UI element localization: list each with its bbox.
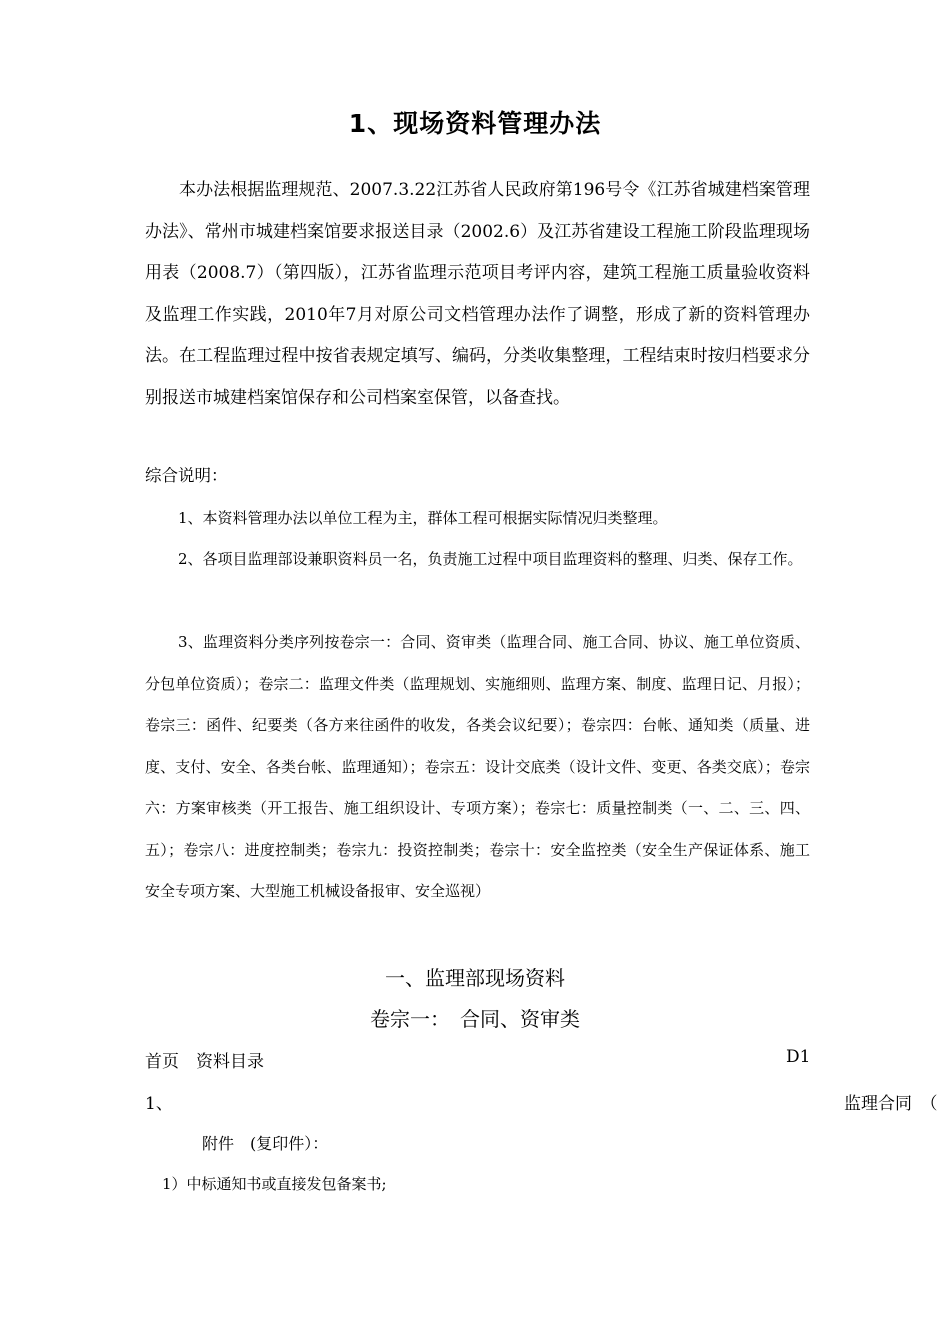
index-row-left: 首页 资料目录: [145, 1052, 264, 1072]
section-heading: 一、监理部现场资料: [385, 966, 565, 990]
page-title: 1、现场资料管理办法: [348, 109, 602, 138]
general-heading: 综合说明：: [145, 466, 228, 485]
note-3: 3、监理资料分类序列按卷宗一：合同、资审类（监理合同、施工合同、协议、施工单位资质、分包单位资质）；卷宗二：监理文件类（监理规划、实施细则、监理方案、制度、监理日记、月报）；卷宗三：函件、纪要类（各方来往函件的收发，各类会议纪要）；卷宗四：台帐、通知类（质量、进度、支付、安全、各类台帐、监理通知）；卷宗五：设计交底类（设计文件、变更、各类交底）；卷宗六：方案审核类（开工报告、施工组织设计、专项方案）；卷宗七：质量控制类（一、二、三、四、五）；卷宗八：进度控制类；卷宗九：投资控制类；卷宗十：安全监控类（安全生产保证体系、施工安全专项方案、大型施工机械设备报审、安全巡视）: [145, 633, 810, 900]
intro-paragraph: [145, 170, 810, 419]
item-1-text: 监理合同 （: [844, 1094, 938, 1114]
item-1-number: 1、: [145, 1094, 173, 1114]
note-2: 2、各项目监理部设兼职资料员一名，负责施工过程中项目监理资料的整理、归类、保存工作。: [178, 550, 803, 568]
intro-text: 本办法根据监理规范、2007.3.22江苏省人民政府第196号令《江苏省城建档案管理办法》、常州市城建档案馆要求报送目录（2002.6）及江苏省建设工程施工阶段监理现场用表（2008.7）（第四版），江苏省监理示范项目考评内容，建筑工程施工质量验收资料及监理工作实践，2010年7月对原公司文档管理办法作了调整，形成了新的资料管理办法。在工程监理过程中按省表规定填写、编码，分类收集整理，工程结束时按归档要求分别报送市城建档案馆保存和公司档案室保管，以备查找。: [145, 180, 810, 408]
note-1: 1、本资料管理办法以单位工程为主，群体工程可根据实际情况归类整理。: [178, 509, 668, 527]
attachment-label: 附件 (复印件）：: [202, 1134, 329, 1153]
volume-heading: 卷宗一： 合同、资审类: [370, 1007, 580, 1031]
sub-item-1: 1）中标通知书或直接发包备案书;: [162, 1175, 387, 1193]
index-row-right: D1: [786, 1047, 811, 1067]
